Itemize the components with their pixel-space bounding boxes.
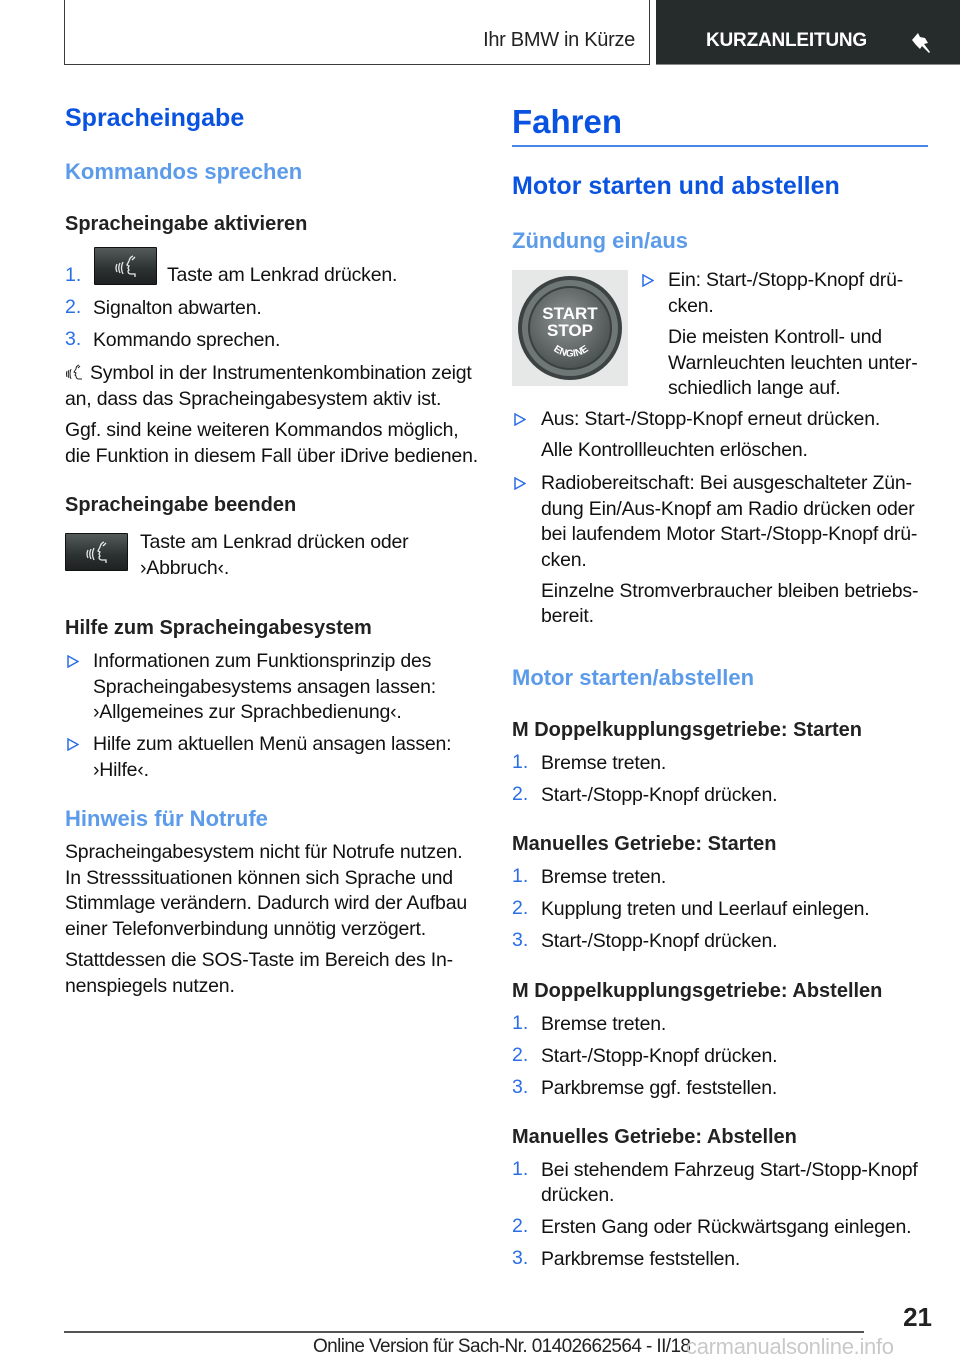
step-number: 2. [512,1044,529,1066]
para-line: Ggf. sind keine weiteren Kommandos möglich, [65,419,459,441]
para-line: einer Telefonverbindung unnötig verzögert. [65,918,426,940]
bullet-line: ›Allgemeines zur Sprachbedienung‹. [93,701,402,723]
svg-text:STOP: STOP [547,321,593,340]
step-number: 1. [512,1012,529,1034]
svg-text:START: START [542,304,598,323]
step-number: 1. [512,865,529,887]
chapter-tab-label: KURZANLEITUNG [706,30,867,51]
bullet-line: Radiobereitschaft: Bei ausgeschalteter Zün- [541,472,912,494]
step-number: 3. [65,328,82,350]
para-line: Stimmlage verändern. Dadurch wird der Aufbau [65,892,467,914]
bullet-line: Einzelne Stromverbraucher bleiben betriebs- [541,580,919,602]
section-title: Motor starten und abstellen [512,172,840,200]
bullet-triangle-icon [67,655,79,668]
bullet-line: cken. [541,549,587,571]
pushpin-icon [910,29,936,55]
step-number: 2. [512,783,529,805]
bullet-line: Ein: Start-/Stopp-Knopf drü- [668,269,904,291]
step-number: 1. [512,1158,529,1180]
step-number: 1. [512,751,529,773]
svg-text:ENGINE: ENGINE [551,343,591,360]
activate-heading: Spracheingabe aktivieren [65,213,308,235]
bullet-line: bei laufendem Motor Start-/Stopp-Knopf drü- [541,523,918,545]
voice-button-icon [94,247,157,285]
chapter-title: Fahren [512,103,623,140]
chapter-tab [656,0,960,65]
online-version-text: Online Version für Sach-Nr. 01402662564 - II/18 [313,1336,691,1357]
bullet-line: Hilfe zum aktuellen Menü ansagen lassen: [93,733,452,755]
bullet-line: dung Ein/Aus-Knopf am Radio drücken oder [541,498,915,520]
step-text: Bei stehendem Fahrzeug Start-/Stopp-Knopf [541,1159,918,1181]
bullet-line: Spracheingabesystems ansagen lassen: [93,676,436,698]
step-number: 2. [65,296,82,318]
bullet-line: Alle Kontrollleuchten erlöschen. [541,439,808,461]
engine-heading: Motor starten/abstellen [512,665,755,690]
step-text: Start-/Stopp-Knopf drücken. [541,784,778,806]
step-text: Signalton abwarten. [93,297,262,319]
end-line: Taste am Lenkrad drücken oder [140,531,409,553]
section-tab-label: Ihr BMW in Kürze [483,29,635,51]
note-line: Symbol in der Instrumentenkombination zeigt [90,362,472,384]
step-text: Taste am Lenkrad drücken. [167,264,398,286]
step-text: Bremse treten. [541,752,667,774]
bullet-line: Informationen zum Funktionsprinzip des [93,650,432,672]
ignition-heading: Zündung ein/aus [512,228,688,253]
step-number: 3. [512,929,529,951]
bullet-triangle-icon [642,274,654,287]
bullet-line: Warnleuchten leuchten unter- [668,352,918,374]
subsection-title: Kommandos sprechen [65,159,303,184]
bullet-line: bereit. [541,605,594,627]
para-line: Stattdessen die SOS-Taste im Bereich des In- [65,949,453,971]
step-text: Ersten Gang oder Rückwärtsgang einlegen. [541,1216,912,1238]
footer-divider [64,1331,864,1333]
step-text: Start-/Stopp-Knopf drücken. [541,1045,778,1067]
step-text: Start-/Stopp-Knopf drücken. [541,930,778,952]
step-text: Bremse treten. [541,1013,667,1035]
section-title: Spracheingabe [65,104,245,132]
step-number: 3. [512,1076,529,1098]
step-text: Bremse treten. [541,866,667,888]
end-line: ›Abbruch‹. [140,557,230,579]
step-number: 2. [512,1215,529,1237]
step-number: 1. [65,264,82,286]
bullet-line: schiedlich lange auf. [668,377,841,399]
watermark-link[interactable]: carmanualsonline.info [686,1334,894,1359]
end-heading: Spracheingabe beenden [65,494,297,516]
step-text: Kupplung treten und Leerlauf einlegen. [541,898,870,920]
title-divider [512,145,928,147]
step-text: drücken. [541,1184,615,1206]
para-line: die Funktion in diesem Fall über iDrive bedienen. [65,445,478,467]
bullet-line: Aus: Start-/Stopp-Knopf erneut drücken. [541,408,881,430]
para-line: In Stresssituationen können sich Sprache und [65,867,453,889]
para-line: Spracheingabesystem nicht für Notrufe nutzen. [65,841,463,863]
group-heading: M Doppelkupplungsgetriebe: Abstellen [512,980,883,1002]
bullet-line: cken. [668,295,714,317]
group-heading: Manuelles Getriebe: Abstellen [512,1126,797,1148]
bullet-line: ›Hilfe‹. [93,759,149,781]
step-number: 2. [512,897,529,919]
step-text: Kommando sprechen. [93,329,281,351]
step-text: Parkbremse ggf. feststellen. [541,1077,778,1099]
bullet-triangle-icon [67,738,79,751]
note-line: an, dass das Spracheingabesystem aktiv ist. [65,388,442,410]
voice-button-icon [65,533,128,571]
bullet-triangle-icon [514,477,526,490]
page-number: 21 [903,1302,932,1332]
section-tab [64,0,650,65]
step-text: Parkbremse feststellen. [541,1248,741,1270]
bullet-triangle-icon [514,413,526,426]
bullet-line: Die meisten Kontroll- und [668,326,882,348]
para-line: nenspiegels nutzen. [65,975,235,997]
group-heading: M Doppelkupplungsgetriebe: Starten [512,719,863,741]
emergency-heading: Hinweis für Notrufe [65,806,268,831]
voice-symbol-icon [64,363,86,381]
group-heading: Manuelles Getriebe: Starten [512,833,777,855]
step-number: 3. [512,1247,529,1269]
help-heading: Hilfe zum Spracheingabesystem [65,617,372,639]
start-stop-button-image [512,270,628,386]
